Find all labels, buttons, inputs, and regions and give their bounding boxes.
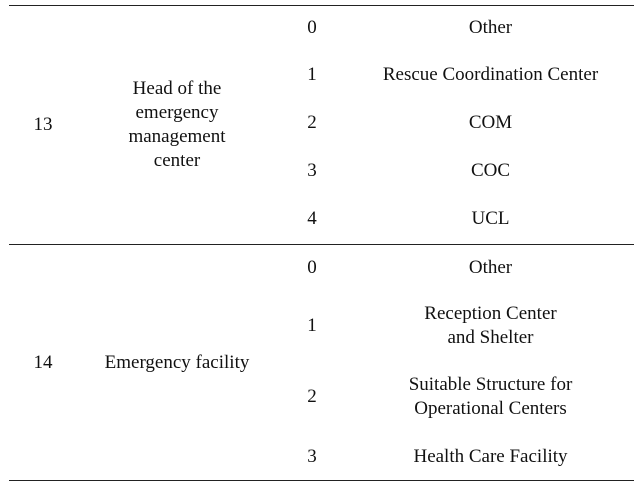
group-number: 14 xyxy=(33,351,53,373)
row-label: UCL xyxy=(471,208,510,229)
group-name xyxy=(77,245,277,480)
row-label: Health Care Facility xyxy=(413,446,568,467)
row-code: 4 xyxy=(307,208,317,229)
row-code: 2 xyxy=(307,386,317,407)
row-label: COC xyxy=(470,160,511,181)
row-code: 1 xyxy=(307,64,317,85)
group-name xyxy=(77,6,277,244)
table-group-13 xyxy=(9,6,634,244)
row-code: 2 xyxy=(307,112,317,133)
table-row xyxy=(277,196,634,242)
table-row xyxy=(277,435,634,479)
group-name-text: Emergency facility xyxy=(104,351,250,373)
row-code: 3 xyxy=(307,160,317,181)
table-row xyxy=(277,148,634,194)
row-label: Rescue Coordination Center xyxy=(382,64,599,85)
table-row xyxy=(277,100,634,146)
table-row xyxy=(277,291,634,361)
row-label: Other xyxy=(468,257,513,278)
row-label: Other xyxy=(468,17,513,38)
table-row xyxy=(277,52,634,98)
row-code: 1 xyxy=(307,315,317,336)
table-row xyxy=(277,245,634,291)
group-name-text: Head of the emergency management center xyxy=(128,78,226,171)
row-code: 0 xyxy=(307,257,317,278)
table-bottom-rule xyxy=(9,480,634,481)
row-code: 0 xyxy=(307,17,317,38)
row-label xyxy=(347,361,634,433)
row-code: 3 xyxy=(307,446,317,467)
row-label: COM xyxy=(468,112,513,133)
table-row xyxy=(277,361,634,433)
row-label-text: Suitable Structure for Operational Centers xyxy=(408,374,573,419)
table-group-14 xyxy=(9,245,634,480)
row-label xyxy=(347,291,634,361)
table-row xyxy=(277,6,634,50)
group-number: 13 xyxy=(33,114,53,135)
row-label-text: Reception Center and Shelter xyxy=(424,303,557,348)
